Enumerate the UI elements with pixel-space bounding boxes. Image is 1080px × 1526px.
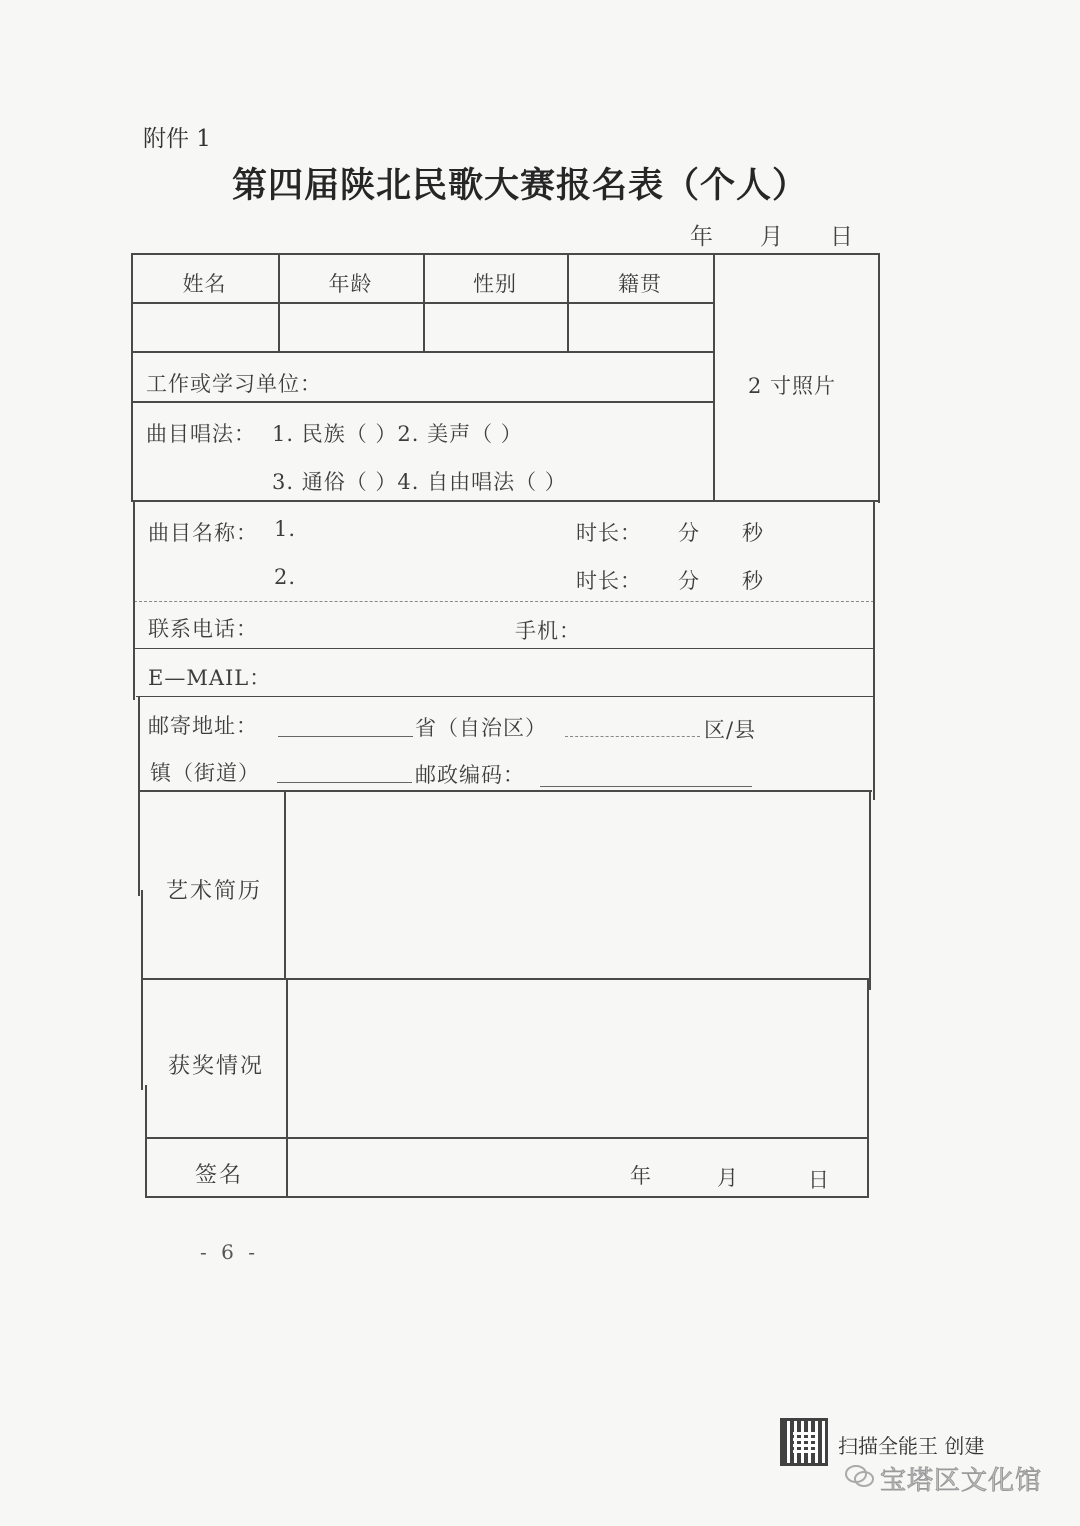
header-age: 年龄 <box>328 272 373 296</box>
postal-code-label: 邮政编码： <box>415 763 525 787</box>
wechat-icon <box>845 1463 875 1489</box>
province-label: 省（自治区） <box>415 716 547 740</box>
singing-style-options-1: 1. 民族（ ）2. 美声（ ） <box>272 422 523 446</box>
header-gender: 性别 <box>473 272 517 296</box>
photo-placeholder: 2 寸照片 <box>748 374 837 398</box>
attachment-label: 附件 1 <box>143 126 211 152</box>
song-1-duration-label: 时长： <box>576 521 642 545</box>
header-native-place: 籍贯 <box>618 272 662 296</box>
header-month: 月 <box>760 224 783 250</box>
form-title: 第四届陕北民歌大赛报名表（个人） <box>231 165 808 206</box>
awards-field[interactable] <box>289 981 865 1135</box>
header-day: 日 <box>830 224 853 250</box>
email-label: E—MAIL： <box>148 666 272 690</box>
work-unit-label: 工作或学习单位： <box>146 372 322 396</box>
art-resume-label: 艺术简历 <box>166 879 263 904</box>
header-name: 姓名 <box>182 272 227 296</box>
song-2-duration-label: 时长： <box>576 569 642 593</box>
native-place-field[interactable] <box>569 304 712 350</box>
district-label: 区/县 <box>704 718 757 742</box>
signature-day: 日 <box>808 1168 830 1192</box>
song-1-minute-label: 分 <box>678 521 700 545</box>
page-number: - 6 - <box>200 1240 259 1264</box>
phone-label: 联系电话： <box>148 617 258 641</box>
song-2-number: 2. <box>274 565 297 589</box>
signature-month: 月 <box>717 1166 739 1190</box>
singing-style-label: 曲目唱法： <box>146 422 256 446</box>
awards-label: 获奖情况 <box>168 1054 265 1079</box>
mobile-label: 手机： <box>515 619 581 643</box>
song-2-second-label: 秒 <box>742 569 764 593</box>
song-name-label: 曲目名称： <box>148 521 258 545</box>
name-field[interactable] <box>133 304 277 350</box>
gender-field[interactable] <box>425 304 566 350</box>
age-field[interactable] <box>280 304 422 350</box>
address-label: 邮寄地址： <box>148 714 258 738</box>
scanner-credit: 扫描全能王 创建 <box>838 1434 985 1458</box>
watermark-text: 宝塔区文化馆 <box>880 1466 1043 1496</box>
song-1-number: 1. <box>274 517 297 541</box>
town-label: 镇（街道） <box>150 761 260 785</box>
song-1-second-label: 秒 <box>742 521 764 545</box>
art-resume-field[interactable] <box>287 793 867 976</box>
signature-year: 年 <box>630 1164 652 1188</box>
signature-label: 签名 <box>195 1163 244 1188</box>
song-2-minute-label: 分 <box>678 569 700 593</box>
singing-style-options-2: 3. 通俗（ ）4. 自由唱法（ ） <box>272 470 567 494</box>
qr-code-icon <box>780 1418 828 1466</box>
header-year: 年 <box>690 224 713 250</box>
signature-field[interactable] <box>289 1140 619 1194</box>
